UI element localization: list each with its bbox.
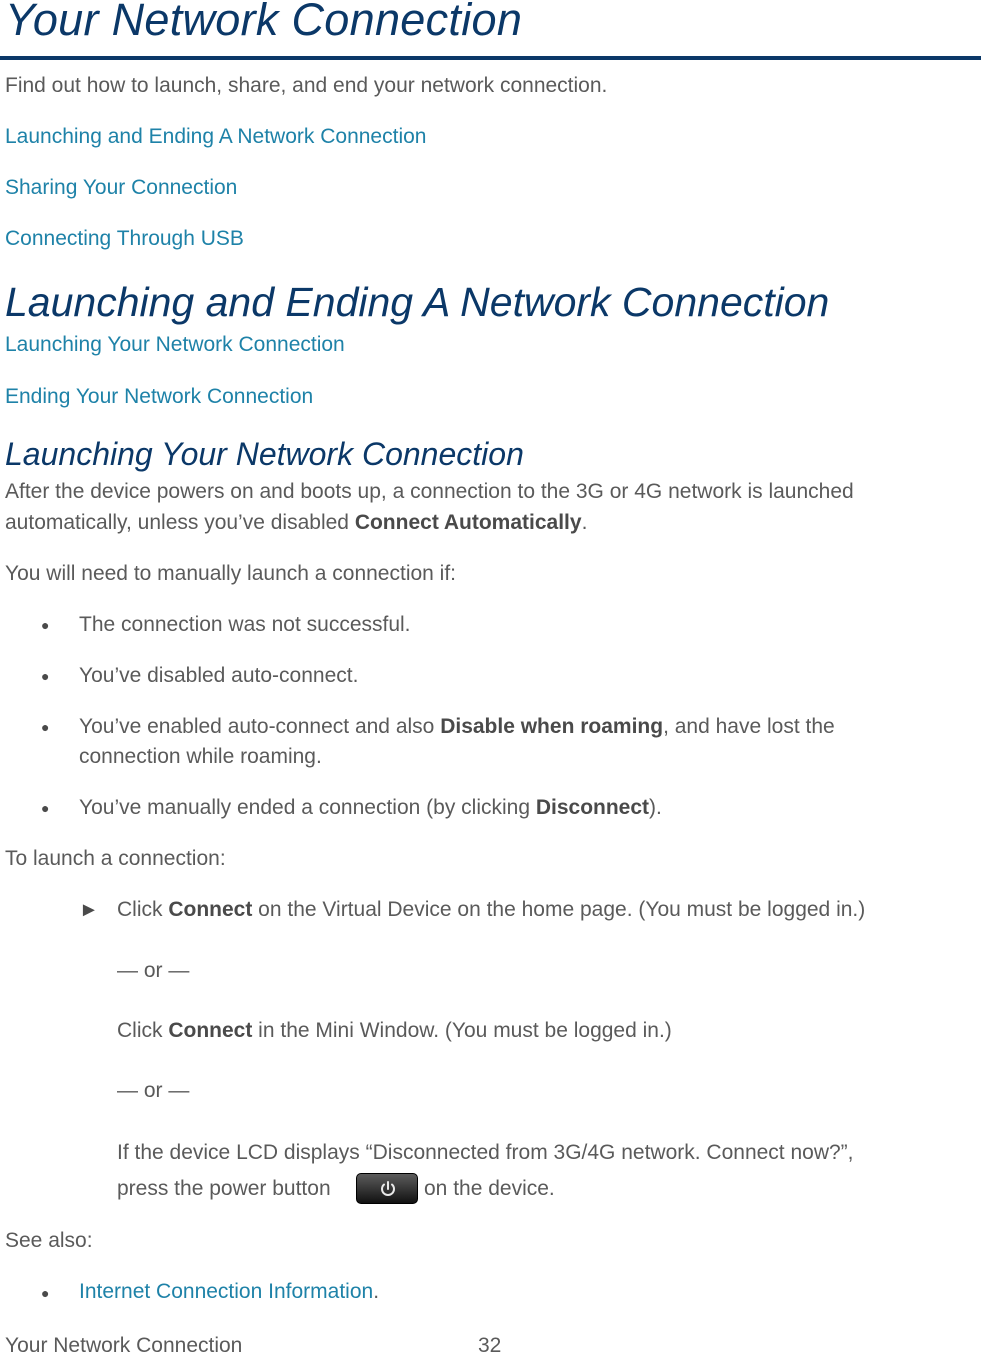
paragraph-intro-line1: After the device powers on and boots up, a connection to the 3G or 4G network is launched	[5, 480, 854, 503]
bullet-item: The connection was not successful.	[79, 613, 411, 636]
connect-term: Connect	[168, 1019, 253, 1042]
paragraph-manual-launch: You will need to manually launch a connection if:	[5, 562, 457, 585]
bullet-dot: ●	[41, 719, 50, 735]
or-separator: — or —	[117, 959, 190, 982]
see-also-label: See also:	[5, 1229, 93, 1252]
subsection-heading: Launching Your Network Connection	[5, 436, 524, 472]
step-text: Click	[117, 898, 169, 921]
bullet-dot: ●	[41, 800, 50, 816]
disconnect-term: Disconnect	[535, 796, 650, 819]
bullet-dot: ●	[41, 668, 50, 684]
step-virtual-device	[117, 898, 865, 922]
bullet-item	[79, 715, 835, 739]
to-launch-text: To launch a connection:	[5, 847, 226, 870]
para-text: automatically, unless you’ve disabled	[5, 511, 355, 534]
step-text: Click	[117, 1019, 169, 1042]
footer-label: Your Network Connection	[5, 1334, 243, 1357]
power-button[interactable]	[356, 1173, 418, 1204]
paragraph-intro-line2	[5, 511, 587, 535]
bullet-item	[79, 796, 662, 820]
connect-term: Connect	[168, 898, 253, 921]
bullet-item-continuation: connection while roaming.	[79, 745, 322, 768]
step-mini-window	[117, 1019, 672, 1043]
para-text: .	[581, 511, 588, 534]
step-lcd-line2-post: on the device.	[424, 1177, 555, 1200]
disable-when-roaming-term: Disable when roaming	[440, 715, 664, 738]
page-number: 32	[478, 1334, 502, 1357]
toc-link-launching-ending[interactable]: Launching and Ending A Network Connection	[5, 125, 427, 148]
toc-link-sharing[interactable]: Sharing Your Connection	[5, 176, 238, 199]
connect-automatically-term: Connect Automatically	[354, 511, 582, 534]
section-link-ending[interactable]: Ending Your Network Connection	[5, 385, 314, 408]
bullet-text: , and have lost the	[663, 715, 835, 738]
arrow-icon: ►	[79, 899, 99, 921]
section-heading: Launching and Ending A Network Connection	[5, 279, 830, 325]
power-icon	[379, 1180, 397, 1198]
period: .	[373, 1280, 380, 1303]
step-lcd-line1: If the device LCD displays “Disconnected from 3G/4G network. Connect now?”,	[117, 1141, 854, 1164]
bullet-dot: ●	[41, 1285, 50, 1301]
bullet-dot: ●	[41, 617, 50, 633]
bullet-text: You’ve manually ended a connection (by clicking	[79, 796, 536, 819]
bullet-item: You’ve disabled auto-connect.	[79, 664, 359, 687]
step-text: on the Virtual Device on the home page. (You must be logged in.)	[252, 898, 866, 921]
title-divider	[0, 56, 981, 60]
toc-link-usb[interactable]: Connecting Through USB	[5, 227, 244, 250]
internet-connection-info-link[interactable]: Internet Connection Information	[79, 1280, 374, 1303]
page-title: Your Network Connection	[5, 0, 523, 45]
step-lcd-line2-pre: press the power button	[117, 1177, 331, 1200]
see-also-item	[79, 1280, 379, 1304]
section-link-launching[interactable]: Launching Your Network Connection	[5, 333, 345, 356]
step-text: in the Mini Window. (You must be logged in.)	[252, 1019, 672, 1042]
intro-text: Find out how to launch, share, and end your network connection.	[5, 74, 608, 97]
or-separator: — or —	[117, 1079, 190, 1102]
bullet-text: You’ve enabled auto-connect and also	[79, 715, 441, 738]
bullet-text: ).	[649, 796, 662, 819]
